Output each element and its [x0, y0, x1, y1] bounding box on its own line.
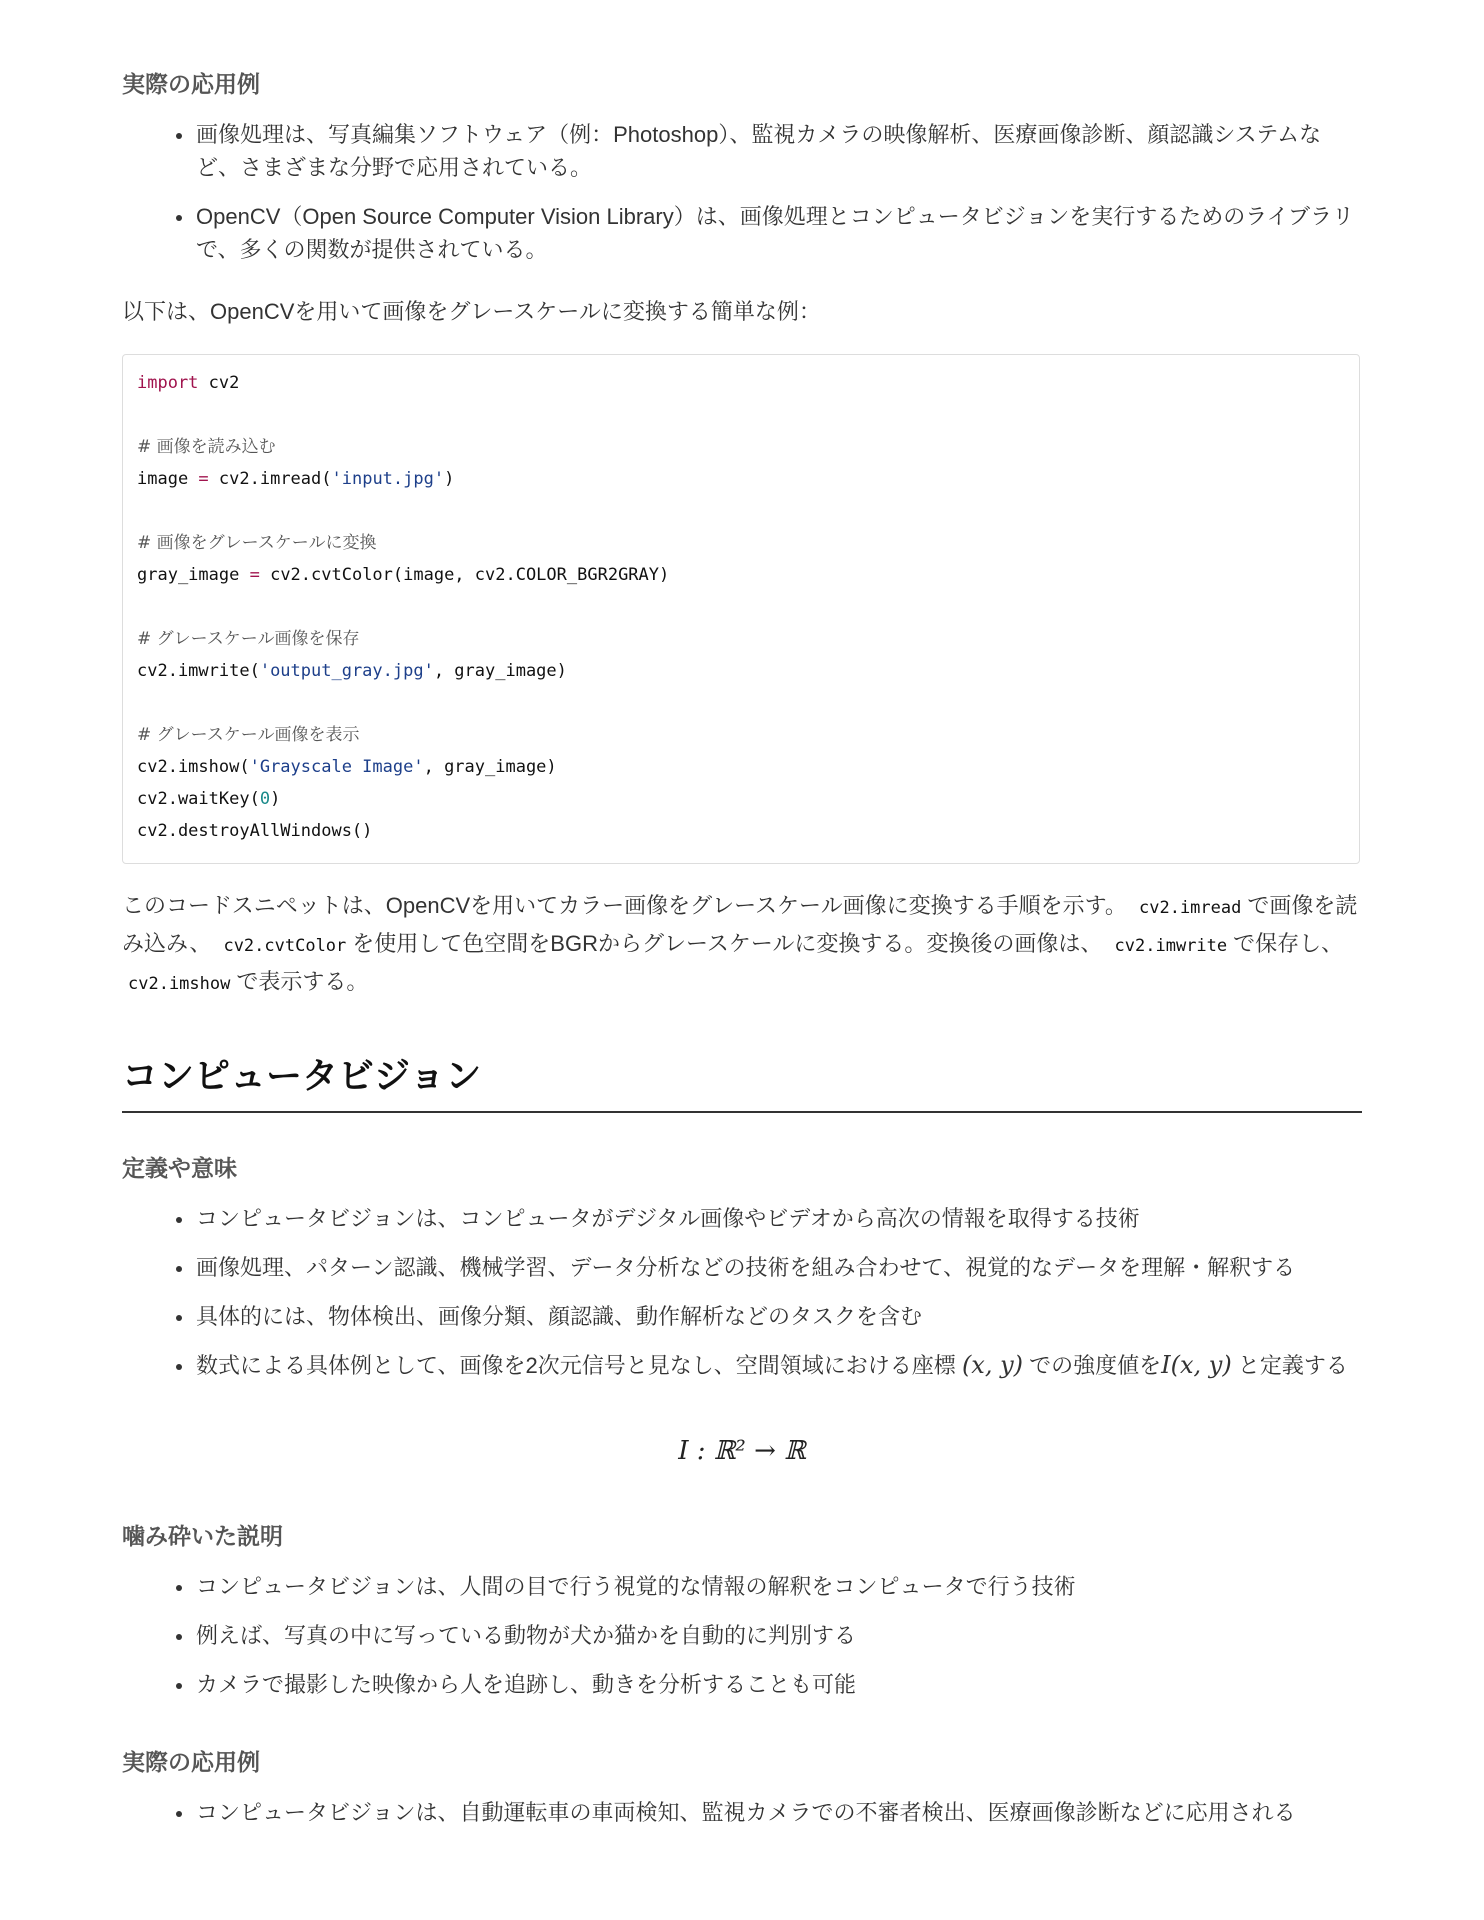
code-line: cv2.waitKey(0): [137, 789, 281, 809]
bullet-icon: [176, 1634, 182, 1640]
code-comment: # 画像を読み込む: [137, 437, 276, 457]
code-line: cv2.imwrite('output_gray.jpg', gray_image): [137, 661, 567, 681]
code-explanation: このコードスニペットは、OpenCVを用いてカラー画像をグレースケール画像に変換する手順を示す。 cv2.imread で画像を読み込み、 cv2.cvtColor を使用して色空間をBGRからグレースケールに変換する。変換後の画像は、 cv2.imwrite で保存し、 cv2.imshow で表示する。: [122, 893, 1358, 994]
inline-code: cv2.cvtColor: [223, 936, 347, 956]
bullet-icon: [176, 1683, 182, 1689]
code-comment: # 画像をグレースケールに変換: [137, 533, 377, 553]
list-item: 例えば、写真の中に写っている動物が犬か猫かを自動的に判別する: [122, 1619, 1362, 1652]
code-intro-text: 以下は、OpenCVを用いて画像をグレースケールに変換する簡単な例：: [122, 299, 821, 324]
applications-list: [122, 118, 1362, 282]
code-line: cv2.destroyAllWindows(): [137, 821, 373, 841]
bullet-icon: [176, 1217, 182, 1223]
section-heading-simple-explanation: 噛み砕いた説明: [122, 1524, 283, 1550]
bullet-icon: [176, 1585, 182, 1591]
bullet-icon: [176, 1315, 182, 1321]
code-block[interactable]: [122, 354, 1360, 864]
list-item: OpenCV（Open Source Computer Vision Library）は、画像処理とコンピュータビジョンを実行するためのライブラリで、多くの関数が提供されている。: [122, 200, 1362, 266]
math-inline: (x, y): [961, 1351, 1024, 1379]
math-inline: I(x, y): [1161, 1351, 1232, 1379]
list-item: コンピュータビジョンは、コンピュータがデジタル画像やビデオから高次の情報を取得する技術: [122, 1202, 1362, 1235]
list-item: カメラで撮影した映像から人を追跡し、動きを分析することも可能: [122, 1668, 1362, 1701]
math-formula: I : ℝ² → ℝ: [678, 1436, 806, 1466]
definition-list: [122, 1202, 1362, 1398]
code-line: cv2.imshow('Grayscale Image', gray_image): [137, 757, 557, 777]
section-heading-definition: 定義や意味: [122, 1156, 237, 1182]
simple-explanation-list: [122, 1570, 1362, 1717]
list-item: 画像処理、パターン認識、機械学習、データ分析などの技術を組み合わせて、視覚的なデータを理解・解釈する: [122, 1251, 1362, 1284]
bullet-icon: [176, 133, 182, 139]
section-heading-applications: 実際の応用例: [122, 72, 260, 98]
code-line: import cv2: [137, 373, 240, 393]
list-item: コンピュータビジョンは、人間の目で行う視覚的な情報の解釈をコンピュータで行う技術: [122, 1570, 1362, 1603]
inline-code: cv2.imwrite: [1114, 936, 1228, 956]
code-comment: # グレースケール画像を保存: [137, 629, 360, 649]
section-title-computer-vision: コンピュータビジョン: [122, 1048, 1362, 1113]
list-item: 数式による具体例として、画像を2次元信号と見なし、空間領域における座標 (x, y) での強度値をI(x, y) と定義する: [122, 1349, 1362, 1382]
bullet-icon: [176, 1266, 182, 1272]
bullet-icon: [176, 215, 182, 221]
cv-applications-list: [122, 1796, 1362, 1845]
list-item: コンピュータビジョンは、自動運転車の車両検知、監視カメラでの不審者検出、医療画像診断などに応用される: [122, 1796, 1362, 1829]
bullet-icon: [176, 1811, 182, 1817]
list-item: 具体的には、物体検出、画像分類、顔認識、動作解析などのタスクを含む: [122, 1300, 1362, 1333]
code-line: gray_image = cv2.cvtColor(image, cv2.COLOR_BGR2GRAY): [137, 565, 670, 585]
code-comment: # グレースケール画像を表示: [137, 725, 360, 745]
inline-code: cv2.imshow: [128, 974, 231, 994]
code-line: image = cv2.imread('input.jpg'): [137, 469, 455, 489]
inline-code: cv2.imread: [1139, 898, 1242, 918]
section-heading-applications-cv: 実際の応用例: [122, 1750, 260, 1776]
list-item: 画像処理は、写真編集ソフトウェア（例：Photoshop）、監視カメラの映像解析、医療画像診断、顔認識システムなど、さまざまな分野で応用されている。: [122, 118, 1362, 184]
bullet-icon: [176, 1364, 182, 1370]
